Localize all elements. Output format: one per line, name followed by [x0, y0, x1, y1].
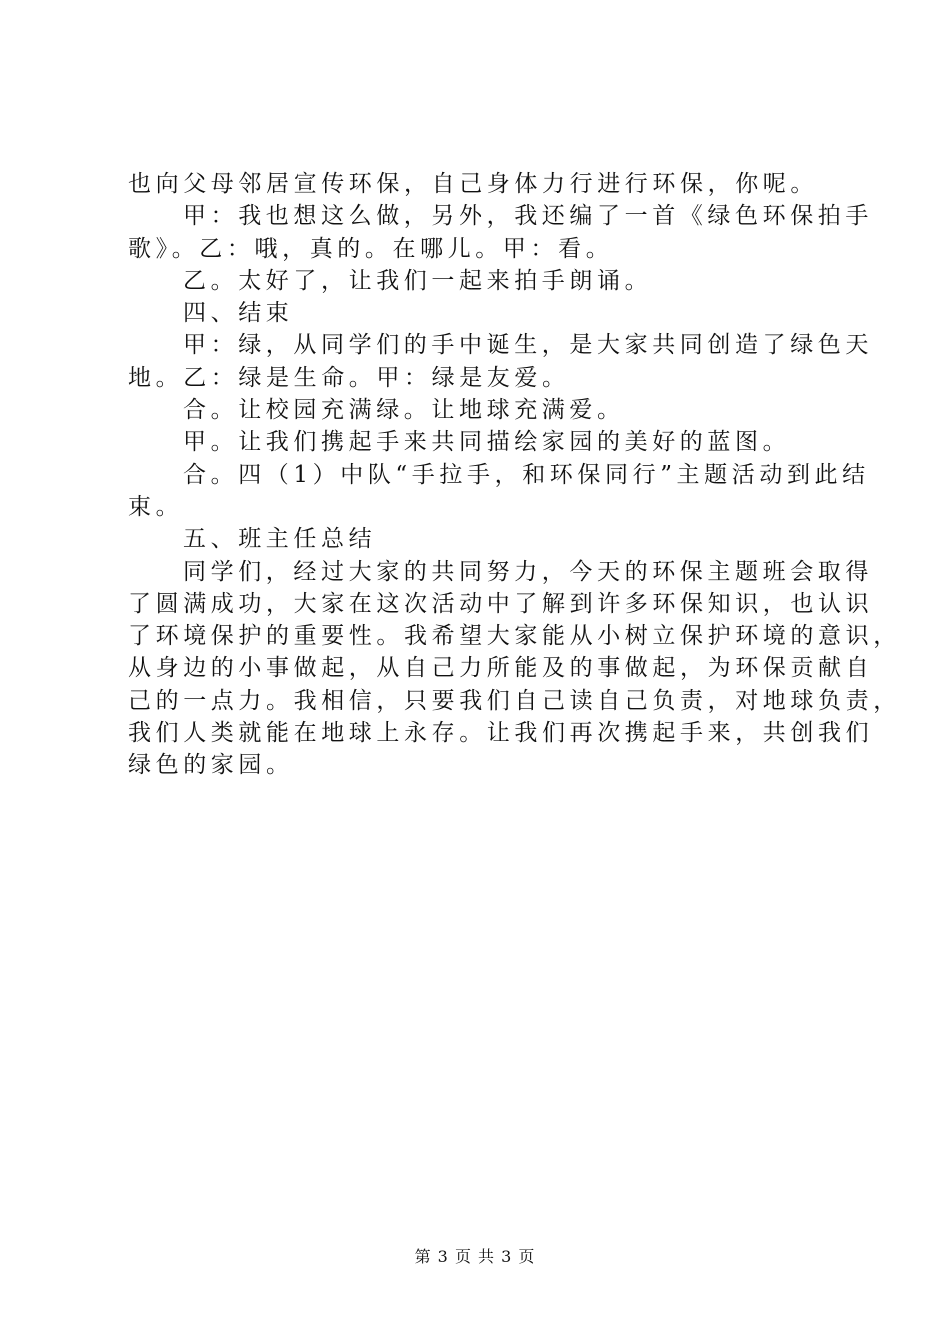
- text-line: 地。乙：绿是生命。甲：绿是友爱。: [128, 364, 570, 391]
- text-line: 也向父母邻居宣传环保，自己身体力行进行环保，你呢。: [128, 171, 818, 197]
- paragraph: [128, 265, 840, 297]
- page-footer: [0, 1244, 950, 1267]
- page-number: 第 3 页 共 3 页: [414, 1247, 536, 1266]
- paragraph: [128, 556, 901, 782]
- section-heading: [128, 523, 840, 555]
- text-line: 甲：我也想这么做，另外，我还编了一首《绿色环保拍手: [183, 203, 873, 230]
- text-line: 歌》。乙：哦，真的。在哪儿。甲：看。: [128, 235, 614, 262]
- text-line: 己的一点力。我相信，只要我们自己读自己负责，对地球负责，: [128, 687, 901, 714]
- text-line: 从身边的小事做起，从自己力所能及的事做起，为环保贡献自: [128, 655, 874, 682]
- text-line: 乙。太好了，让我们一起来拍手朗诵。: [183, 267, 653, 294]
- text-line: 合。四（1）中队“手拉手，和环保同行”主题活动到此结: [183, 461, 870, 488]
- text-line: 我们人类就能在地球上永存。让我们再次携起手来，共创我们: [128, 720, 874, 747]
- paragraph: [128, 168, 840, 200]
- text-line: 五、班主任总结: [183, 526, 377, 553]
- paragraph: [128, 459, 870, 524]
- paragraph: [128, 200, 873, 265]
- document-body: [128, 168, 901, 782]
- paragraph: [128, 329, 873, 394]
- section-heading: [128, 297, 840, 329]
- paragraph: [128, 426, 840, 458]
- text-line: 了环境保护的重要性。我希望大家能从小树立保护环境的意识，: [128, 623, 901, 650]
- text-line: 了圆满成功，大家在这次活动中了解到许多环保知识，也认识: [128, 590, 874, 617]
- text-line: 四、结束: [183, 300, 294, 327]
- text-line: 甲：绿，从同学们的手中诞生，是大家共同创造了绿色天: [183, 332, 873, 359]
- paragraph: [128, 394, 840, 426]
- text-line: 同学们，经过大家的共同努力，今天的环保主题班会取得: [183, 558, 873, 585]
- text-line: 束。: [128, 493, 184, 520]
- text-line: 合。让校园充满绿。让地球充满爱。: [183, 397, 625, 424]
- text-line: 绿色的家园。: [128, 752, 294, 779]
- text-line: 甲。让我们携起手来共同描绘家园的美好的蓝图。: [183, 429, 791, 456]
